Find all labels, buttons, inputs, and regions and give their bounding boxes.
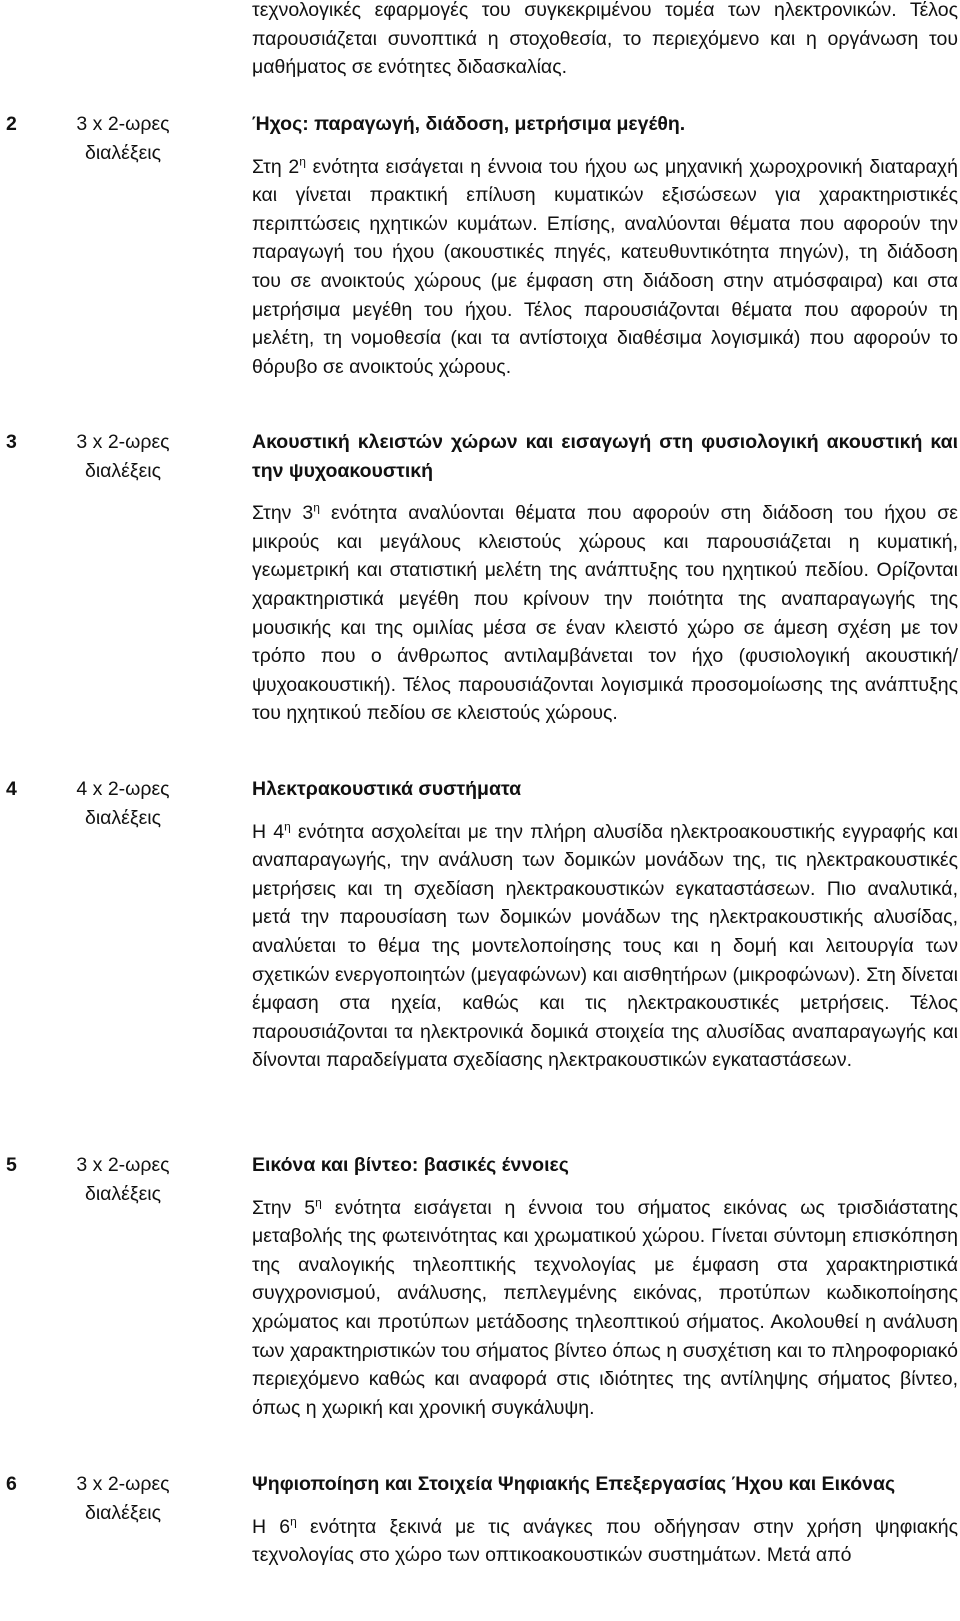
unit-description-text: ενότητα εισάγεται η έννοια του σήματος εικόνας ως τρισδιάστατης μεταβολής της φωτεινότητας και χρωματικού χώρου. Γίνεται σύντομη επισκόπηση της αναλογικής τηλεοπτικής τεχνολογίας με έμφαση στα χαρακτηριστικά συγχρονισμού, ανάλυσης, πεπλεγμένης εικόνας, προτύπων κωδικοποίησης χρώματος και προτύπων μετάδοσης τηλεοπτικού σήματος. Ακολουθεί η ανάλυση των χαρακτηριστικών του σήματος βίντεο όπως η συσχέτιση και το πληροφοριακό περιεχόμενο καθώς και αναφορά στις ιδιότητες της αντίληψης σήματος βίντεο, όπως η χωρική και χρονική συγκάλυψη. bbox=[252, 1196, 958, 1419]
unit-title: Ψηφιοποίηση και Στοιχεία Ψηφιακής Επεξεργασίας Ήχου και Εικόνας bbox=[252, 1473, 896, 1495]
unit-description-sup: η bbox=[290, 1514, 297, 1529]
unit-description bbox=[252, 1194, 958, 1423]
unit-description bbox=[252, 153, 958, 382]
unit-title: Ηλεκτρακουστικά συστήματα bbox=[252, 778, 522, 800]
unit-content bbox=[252, 775, 958, 1075]
unit-number: 4 bbox=[6, 778, 17, 800]
unit-content bbox=[252, 1470, 958, 1570]
intro-paragraph: τεχνολογικές εφαρμογές του συγκεκριμένου τομέα των ηλεκτρονικών. Τέλος παρουσιάζεται συνοπτικά η στοχοθεσία, το περιεχόμενο και η οργάνωση του μαθήματος σε ενότητες διδασκαλίας. bbox=[252, 0, 958, 79]
unit-content bbox=[252, 1151, 958, 1422]
unit-number: 5 bbox=[6, 1154, 17, 1176]
unit-description-prefix: Η 6 bbox=[252, 1515, 291, 1538]
unit-description-text: ενότητα ασχολείται με την πλήρη αλυσίδα ηλεκτροακουστικής εγγραφής και αναπαραγωγής, την ανάλυση των δομικών μονάδων της, τις ηλεκτρακουστικές μετρήσεις και τη σχεδίαση ηλεκτρακουστικών εγκαταστάσεων. Πιο αναλυτικά, μετά την παρουσίαση των δομικών μονάδων της ηλεκτρακουστικής αλυσίδας, αναλύεται το θέμα της μοντελοποίησης τους και η δομή και λειτουργία των σχετικών ενεργοποιητών (μεγαφώνων) και αισθητήρων (μικροφώνων). Στη δίνεται έμφαση στα ηχεία, καθώς και τις ηλεκτρακουστικές μετρήσεις. Τέλος παρουσιάζονται τα ηλεκτρονικά δομικά στοιχεία της αλυσίδας αναπαραγωγής και δίνονται παραδείγματα σχεδίασης ηλεκτρακουστικών εγκαταστάσεων. bbox=[252, 820, 958, 1072]
unit-duration: 3 x 2-ωρες διαλέξεις bbox=[76, 1154, 170, 1205]
unit-duration: 3 x 2-ωρες διαλέξεις bbox=[76, 113, 170, 164]
unit-description bbox=[252, 499, 958, 728]
unit-number: 6 bbox=[6, 1473, 17, 1495]
unit-duration: 3 x 2-ωρες διαλέξεις bbox=[76, 431, 170, 482]
unit-title: Εικόνα και βίντεο: βασικές έννοιες bbox=[252, 1154, 569, 1176]
unit-title: Ακουστική κλειστών χώρων και εισαγωγή στη φυσιολογική ακουστική και την ψυχοακουστική bbox=[252, 431, 958, 482]
unit-description-sup: η bbox=[299, 154, 306, 169]
unit-description-prefix: Στην 3 bbox=[252, 502, 314, 525]
unit-duration: 3 x 2-ωρες διαλέξεις bbox=[76, 1473, 170, 1524]
unit-content bbox=[252, 110, 958, 381]
unit-title: Ήχος: παραγωγή, διάδοση, μετρήσιμα μεγέθη. bbox=[252, 113, 686, 135]
unit-description-prefix: Στην 5 bbox=[252, 1196, 316, 1219]
unit-description-text: ενότητα εισάγεται η έννοια του ήχου ως μηχανική χωροχρονική διαταραχή και γίνεται πρακτική επίλυση κυματικών εξισώσεων για χαρακτηριστικές περιπτώσεις ηχητικών κυμάτων. Επίσης, αναλύονται θέματα που αφορούν την παραγωγή του ήχου (ακουστικές πηγές, κατευθυντικότητα πηγών), τη διάδοση του σε ανοικτούς χώρους (με έμφαση στη διάδοση στην ατμόσφαιρα) και στα μετρήσιμα μεγέθη του ήχου. Τέλος παρουσιάζονται θέματα που αφορούν τη μελέτη, τη νομοθεσία (και τα αντίστοιχα διαθέσιμα λογισμικά) που αφορούν το θόρυβο σε ανοικτούς χώρους. bbox=[252, 155, 958, 378]
unit-description-sup: η bbox=[284, 819, 291, 834]
unit-description-prefix: Στη 2 bbox=[252, 155, 300, 178]
unit-number: 3 bbox=[6, 431, 17, 453]
unit-duration: 4 x 2-ωρες διαλέξεις bbox=[76, 778, 170, 829]
unit-description bbox=[252, 818, 958, 1075]
unit-description bbox=[252, 1513, 958, 1570]
unit-description-prefix: Η 4 bbox=[252, 820, 285, 843]
unit-description-text: ενότητα ξεκινά με τις ανάγκες που οδήγησαν στην χρήση ψηφιακής τεχνολογίας στο χώρο των οπτικοακουστικών συστημάτων. Μετά από bbox=[252, 1515, 958, 1567]
unit-number: 2 bbox=[6, 113, 17, 135]
unit-description-text: ενότητα αναλύονται θέματα που αφορούν στη διάδοση του ήχου σε μικρούς και μεγάλους κλειστούς χώρους και παρουσιάζεται η κυματική, γεωμετρική και στατιστική μελέτη της ανάπτυξης του ηχητικού πεδίου. Ορίζονται χαρακτηριστικά μεγέθη που κρίνουν την ποιότητα της αναπαραγωγής της μουσικής και της ομιλίας μέσα σε έναν κλειστό χώρο σε άμεση σχέση με τον τρόπο που ο άνθρωπος αντιλαμβάνεται τον ήχο (φυσιολογική ακουστική/ ψυχοακουστική). Τέλος παρουσιάζονται λογισμικά προσομοίωσης της ανάπτυξης του ηχητικού πεδίου σε κλειστούς χώρους. bbox=[252, 502, 958, 725]
unit-description-sup: η bbox=[315, 1195, 322, 1210]
unit-content bbox=[252, 428, 958, 728]
unit-description-sup: η bbox=[313, 500, 320, 515]
